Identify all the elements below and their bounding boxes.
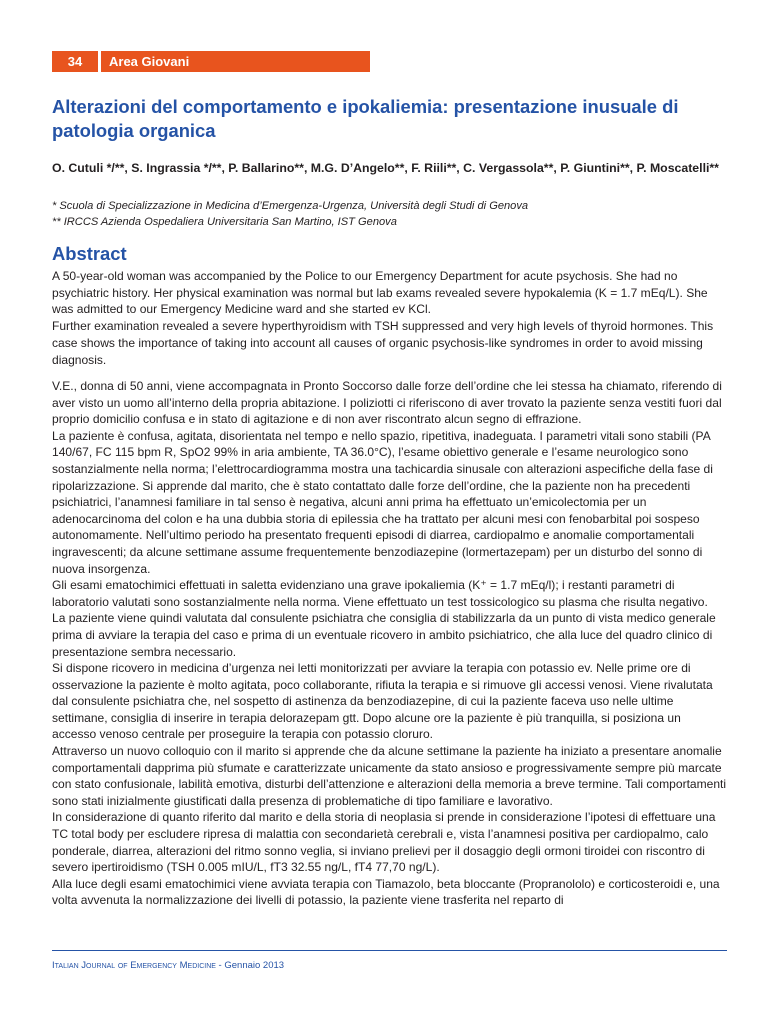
abstract-body <box>52 268 727 368</box>
section-label: Area Giovani <box>101 51 370 72</box>
abstract-paragraph: A 50-year-old woman was accompanied by the Police to our Emergency Department for acute psychosis. She had no psychiatric history. Her physical examination was normal but lab exams revealed severe hypokalemia (K = 1.7 mEq/L). She was admitted to our Emergency Medicine ward and she started ev KCl. <box>52 269 708 317</box>
header-bar <box>52 51 370 72</box>
article-body <box>52 378 727 909</box>
footer-divider <box>52 950 727 951</box>
abstract-heading: Abstract <box>52 243 127 264</box>
body-paragraph: Si dispone ricovero in medicina d’urgenza nei letti monitorizzati per avviare la terapia con potassio ev. Nelle prime ore di osservazione la paziente è molto agitata, poco collaborante, rifiuta la terapia e si rimuove gli accessi venosi. Viene rivalutata dal consulente psichiatra che, nel sospetto di astinenza da benzodiazepine, di cui la paziente faceva uso nelle ultime settimane, consiglia di inserire in terapia delorazepam gtt. Dopo alcune ore la paziente è più tranquilla, si posiziona un accesso venoso centrale per proseguire la terapia con potassio cloruro. <box>52 661 713 742</box>
affiliations <box>52 199 732 230</box>
author-list: O. Cutuli */**, S. Ingrassia */**, P. Ballarino**, M.G. D’Angelo**, F. Riili**, C. Vergassola**, P. Giuntini**, P. Moscatelli** <box>52 161 719 175</box>
body-paragraph: La paziente è confusa, agitata, disorientata nel tempo e nello spazio, ripetitiva, inadeguata. I parametri vitali sono stabili (PA 140/67, FC 115 bpm R, SpO2 99% in aria ambiente, TA 36.0°C), l’esame obiettivo generale e l’esame neurologico sono sostanzialmente nella norma; l’elettrocardiogramma mostra una tachicardia sinusale con alterazioni aspecifiche della fase di ripolarizzazione. Si apprende dal marito, che è stato contattato dalle forze dell’ordine, che la paziente non ha precedenti psichiatrici, l’anamnesi familiare in tal senso è negativa, alcuni anni prima ha effettuato un’emicolectomia per un adenocarcinoma del colon e ha una dubbia storia di epilessia che ha trattato per alcuni mesi con fenobarbital poi sospeso autonomamente. Nell’ultimo periodo ha presentato frequenti episodi di diarrea, cardiopalmo e anomalie comportamentali ingravescenti; da alcune settimane assume frequentemente benzodiazepine (lormertazepam) per un disturbo del sonno di nuova insorgenza. <box>52 428 713 576</box>
body-paragraph: V.E., donna di 50 anni, viene accompagnata in Pronto Soccorso dalle forze dell’ordine che lei stessa ha chiamato, riferendo di aver visto un uomo all’interno della propria abitazione. I poliziotti ci riferiscono di aver trovato la paziente senza vestiti fuori dal proprio domicilio confusa e in stato di agitazione e di non aver riscontrato alcun segno di effrazione. <box>52 379 722 427</box>
article-title: Alterazioni del comportamento e ipokaliemia: presentazione inusuale di patologia organica <box>52 96 679 141</box>
page-number: 34 <box>52 51 98 72</box>
issue-date: - Gennaio 2013 <box>215 960 285 971</box>
body-paragraph: La paziente viene quindi valutata dal consulente psichiatra che consiglia di stabilizzarla da un punto di vista medico generale prima di avviare la terapia del caso e prima di un eventuale ricovero in ambito psichiatrico, che alla luce del quadro clinico di presentazione sembra necessario. <box>52 611 716 659</box>
body-paragraph: Gli esami ematochimici effettuati in saletta evidenziano una grave ipokaliemia (K⁺ = 1.7 mEq/l); i restanti parametri di laboratorio valutati sono sostanzialmente nella norma. Viene effettuato un test tossicologico su plasma che risulta negativo. <box>52 578 708 609</box>
body-paragraph: Alla luce degli esami ematochimici viene avviata terapia con Tiamazolo, beta bloccante (Propranololo) e corticosteroidi e, una volta avvenuta la normalizzazione dei livelli di potassio, la paziente viene trasferita nel reparto di <box>52 876 720 908</box>
journal-name: Italian Journal of Emergency Medicine <box>52 960 216 971</box>
abstract-paragraph: Further examination revealed a severe hyperthyroidism with TSH suppressed and very high levels of thyroid hormones. This case shows the importance of taking into account all causes of organic psychosis-like syndromes in order to avoid missing diagnosis. <box>52 319 714 367</box>
affiliation-1: * Scuola di Specializzazione in Medicina d’Emergenza-Urgenza, Università degli Studi di Genova <box>52 200 529 212</box>
body-paragraph: In considerazione di quanto riferito dal marito e della storia di neoplasia si prende in considerazione l’ipotesi di effettuare una TC total body per escludere ripresa di malattia con secondarietà cerebrali e, vista l’anamnesi positiva per cardiopalmo, calo ponderale, diarrea, alterazioni del ritmo sonno veglia, si inviano prelievi per il dosaggio degli ormoni tiroidei con riscontro di severo ipertiroidismo (TSH 0.005 mIU/L, fT3 32.55 ng/L, fT4 77,70 ng/L). <box>52 810 716 875</box>
page-footer <box>52 960 284 971</box>
body-paragraph: Attraverso un nuovo colloquio con il marito si apprende che da alcune settimane la paziente ha iniziato a presentare anomalie comportamentali dapprima più sfumate e caratterizzate unicamente da stato ansioso e progressivamente sempre più marcate con stato confusionale, labilità emotiva, disturbi dell’attenzione e alterazioni della memoria a breve termine. Tali comportamenti sono stati inizialmente giustificati dalla presenza di problematiche di tipo familiare e lavorativo. <box>52 744 727 808</box>
affiliation-2: ** IRCCS Azienda Ospedaliera Universitaria San Martino, IST Genova <box>52 215 397 228</box>
